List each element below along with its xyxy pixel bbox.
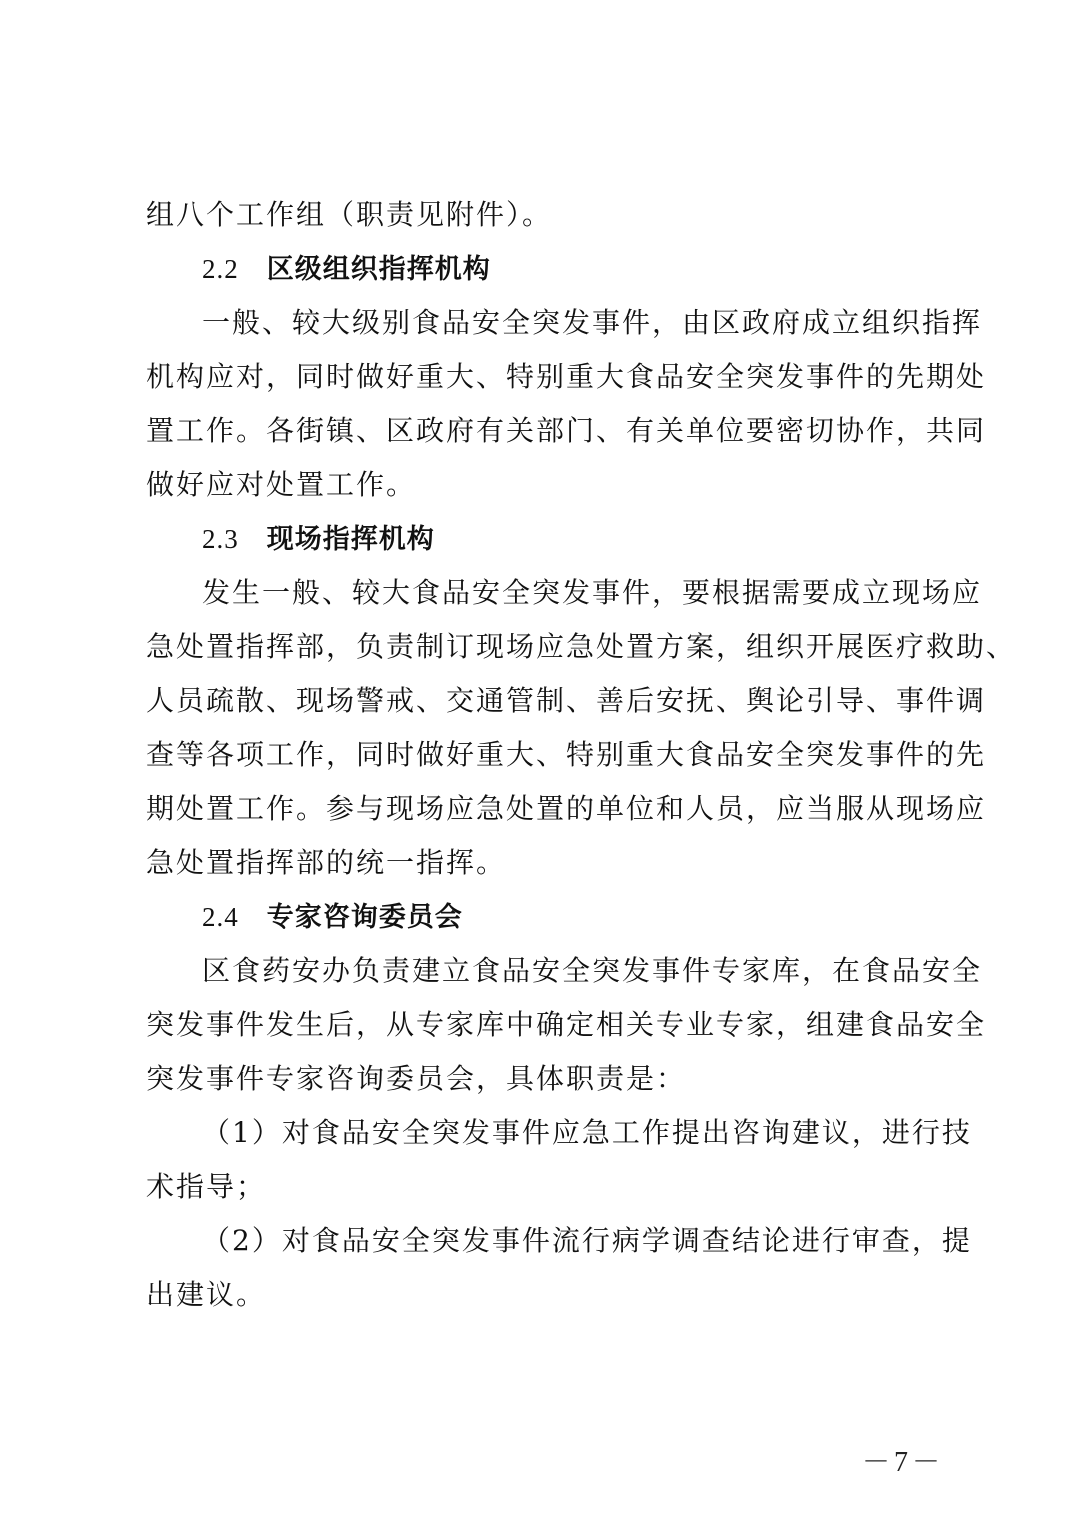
page-number: －7－ (861, 1447, 944, 1478)
section-heading-2-3 (146, 512, 941, 566)
paragraph-line: 发生一般、较大食品安全突发事件，要根据需要成立现场应 (202, 576, 983, 609)
paragraph-line: 一般、较大级别食品安全突发事件，由区政府成立组织指挥 (202, 306, 983, 339)
list-item-line: 术指导； (146, 1170, 267, 1203)
section-title: 区级组织指挥机构 (266, 254, 491, 285)
section-number: 2.3 (202, 524, 239, 554)
section-title: 现场指挥机构 (266, 524, 435, 555)
list-item-line: （1）对食品安全突发事件应急工作提出咨询建议，进行技 (202, 1116, 972, 1149)
paragraph-line: 查等各项工作，同时做好重大、特别重大食品安全突发事件的先 (146, 738, 987, 771)
paragraph-line: 组八个工作组（职责见附件）。 (146, 198, 553, 231)
section-title: 专家咨询委员会 (266, 902, 463, 933)
paragraph-line: 急处置指挥部，负责制订现场应急处置方案，组织开展医疗救助、 (146, 630, 1017, 663)
paragraph-line: 置工作。各街镇、区政府有关部门、有关单位要密切协作，共同 (146, 414, 987, 447)
paragraph-line: 急处置指挥部的统一指挥。 (146, 846, 507, 879)
paragraph-line: 突发事件发生后，从专家库中确定相关专业专家，组建食品安全 (146, 1008, 987, 1041)
section-number: 2.4 (202, 902, 239, 932)
list-item-line: 出建议。 (146, 1278, 267, 1311)
section-heading-2-2 (146, 242, 941, 296)
paragraph-line: 突发事件专家咨询委员会，具体职责是： (146, 1062, 687, 1095)
paragraph-line: 做好应对处置工作。 (146, 468, 417, 501)
section-number: 2.2 (202, 254, 239, 284)
list-item-line: （2）对食品安全突发事件流行病学调查结论进行审查，提 (202, 1224, 972, 1257)
paragraph-line: 区食药安办负责建立食品安全突发事件专家库，在食品安全 (202, 954, 983, 987)
paragraph-line: 人员疏散、现场警戒、交通管制、善后安抚、舆论引导、事件调 (146, 684, 987, 717)
paragraph-line: 机构应对，同时做好重大、特别重大食品安全突发事件的先期处 (146, 360, 987, 393)
section-heading-2-4 (146, 890, 941, 944)
paragraph-line: 期处置工作。参与现场应急处置的单位和人员，应当服从现场应 (146, 792, 987, 825)
document-body (146, 188, 1017, 1322)
